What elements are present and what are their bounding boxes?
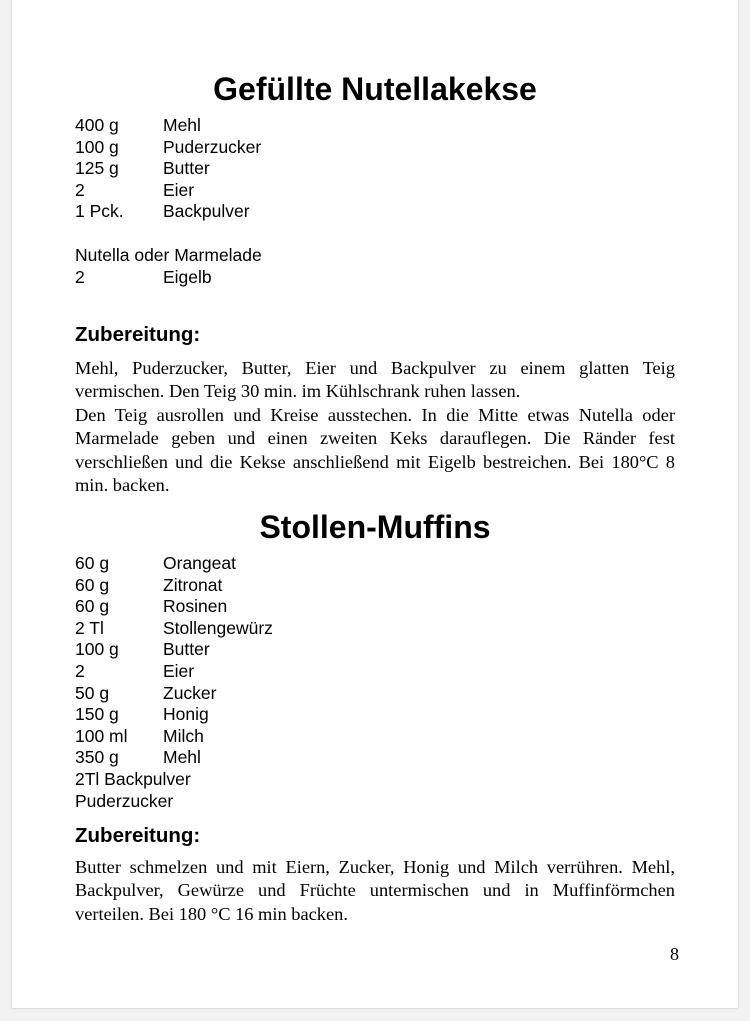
- ingredient-quantity: 350 g: [75, 747, 119, 768]
- ingredient-row: [75, 639, 273, 661]
- recipe-title: Stollen-Muffins: [259, 509, 491, 545]
- ingredient-row: [75, 726, 273, 748]
- ingredient-name: Zitronat: [163, 574, 223, 595]
- ingredient-quantity: 400 g: [75, 115, 119, 135]
- ingredient-name: Orangeat: [163, 553, 236, 573]
- ingredient-quantity: 125 g: [75, 158, 119, 179]
- ingredient-name: Rosinen: [163, 596, 228, 617]
- ingredient-quantity: 2 Tl: [75, 617, 104, 638]
- ingredient-name: Honig: [163, 704, 209, 725]
- ingredient-row: [75, 137, 261, 159]
- ingredient-name: Backpulver: [163, 201, 250, 222]
- ingredient-quantity: 50 g: [75, 682, 110, 703]
- ingredient-row: [75, 115, 261, 137]
- ingredient-name: Mehl: [163, 747, 201, 768]
- ingredient-line: 2Tl Backpulver: [75, 768, 191, 789]
- ingredient-quantity: 100 ml: [75, 725, 128, 746]
- instructions-heading: Zubereitung:: [75, 323, 201, 346]
- ingredient-quantity: 2: [75, 179, 85, 200]
- ingredient-name: Eier: [163, 179, 195, 200]
- ingredient-row: [75, 267, 262, 289]
- ingredient-row: [75, 618, 273, 640]
- ingredient-quantity: 60 g: [75, 596, 110, 617]
- ingredient-name: Puderzucker: [163, 136, 262, 157]
- ingredient-row: [75, 575, 273, 597]
- ingredient-name: Butter: [163, 639, 210, 660]
- instructions-heading: Zubereitung:: [75, 824, 201, 847]
- instructions-text: [75, 856, 675, 926]
- ingredient-row: [75, 661, 273, 683]
- instructions-paragraph: Mehl, Puderzucker, Butter, Eier und Backpulver zu einem glatten Teig vermischen. Den Teig 30 min. im Kühlschrank ruhen lassen.: [75, 358, 675, 402]
- ingredient-quantity: 2: [75, 266, 85, 287]
- instructions-paragraph: Den Teig ausrollen und Kreise ausstechen. In die Mitte etwas Nutella oder Marmelade geben und einen zweiten Keks darauflegen. Die Ränder fest verschließen und die Kekse anschließend mit Eigelb bestreichen. Bei 180°C 8 min. backen.: [75, 404, 675, 496]
- instructions-paragraph: Butter schmelzen und mit Eiern, Zucker, Honig und Milch verrühren. Mehl, Backpulver, Gewürze und Früchte untermischen und in Muffinförmchen verteilen. Bei 180 °C 16 min backen.: [75, 857, 675, 924]
- ingredient-row: [75, 704, 273, 726]
- ingredient-row: [75, 596, 273, 618]
- ingredient-quantity: 60 g: [75, 553, 110, 573]
- ingredient-name: Butter: [163, 158, 210, 179]
- ingredient-list-extra: [75, 245, 262, 288]
- ingredient-row: [75, 180, 261, 202]
- ingredient-name: Mehl: [163, 115, 201, 135]
- document-page: [12, 0, 738, 1008]
- ingredient-row: [75, 683, 273, 705]
- ingredient-name: Eigelb: [163, 266, 212, 287]
- ingredient-row: [75, 158, 261, 180]
- ingredient-list: [75, 553, 273, 812]
- ingredient-quantity: 150 g: [75, 704, 119, 725]
- ingredient-name: Stollengewürz: [163, 617, 273, 638]
- ingredient-line: Nutella oder Marmelade: [75, 245, 262, 265]
- ingredient-quantity: 100 g: [75, 639, 119, 660]
- ingredient-name: Milch: [163, 725, 204, 746]
- instructions-text: [75, 357, 675, 497]
- page-number: 8: [670, 944, 679, 964]
- ingredient-quantity: 60 g: [75, 574, 110, 595]
- recipe-title: Gefüllte Nutellakekse: [213, 71, 537, 107]
- ingredient-quantity: 1 Pck.: [75, 201, 124, 222]
- ingredient-name: Eier: [163, 660, 195, 681]
- ingredient-row: [75, 747, 273, 769]
- ingredient-quantity: 100 g: [75, 136, 119, 157]
- ingredient-name: Zucker: [163, 682, 217, 703]
- ingredient-list: [75, 115, 261, 223]
- ingredient-row: [75, 201, 261, 223]
- ingredient-line: Puderzucker: [75, 790, 174, 811]
- ingredient-row: [75, 553, 273, 575]
- ingredient-quantity: 2: [75, 660, 85, 681]
